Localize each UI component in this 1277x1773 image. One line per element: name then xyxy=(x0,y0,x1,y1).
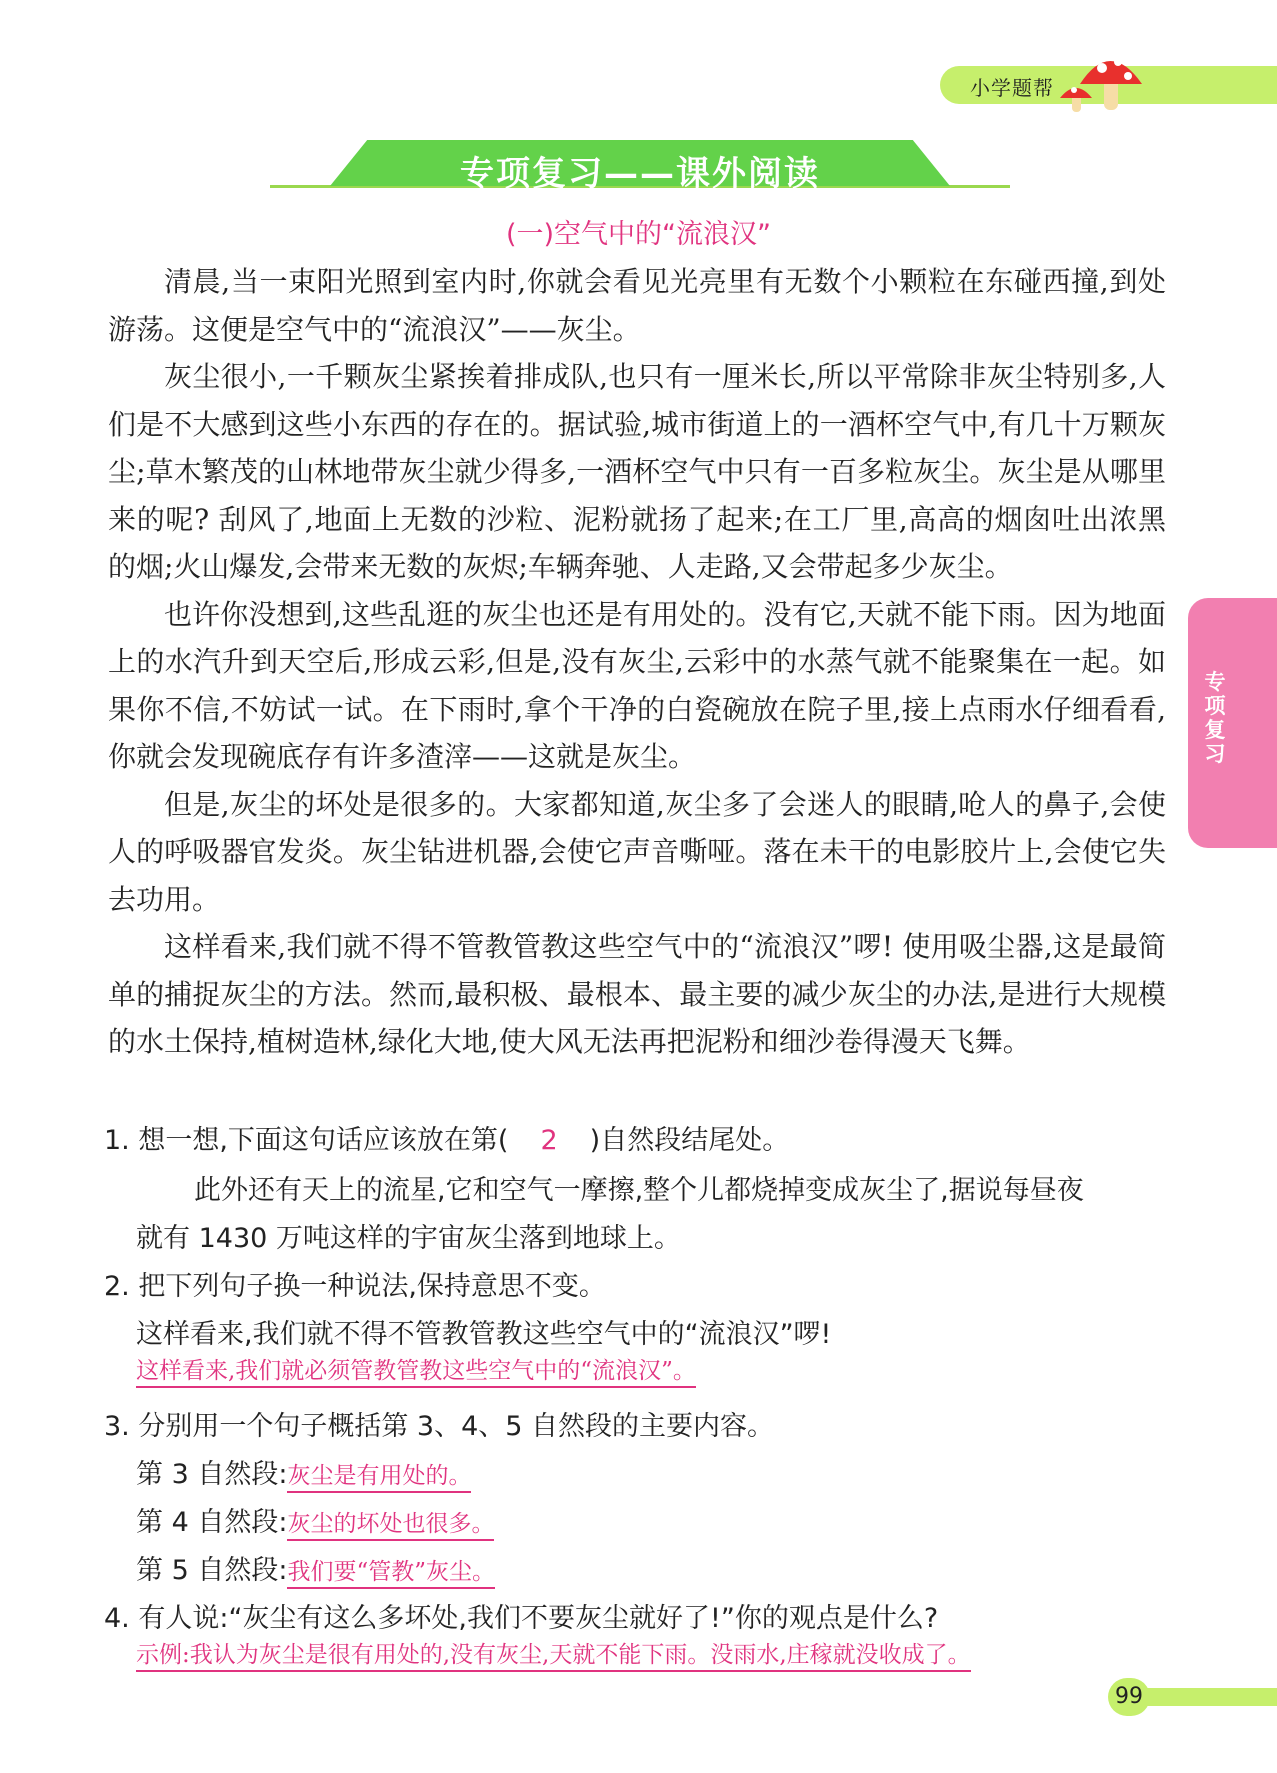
mushroom-icon xyxy=(1058,44,1148,116)
question-3-prompt: 3. 分别用一个句子概括第 3、4、5 自然段的主要内容。 xyxy=(104,1411,775,1442)
footer-bar xyxy=(1130,1688,1277,1706)
question-3-item-4 xyxy=(136,1500,494,1541)
item-label: 第 5 自然段: xyxy=(136,1555,288,1586)
article-heading: (一)空气中的“流浪汉” xyxy=(505,219,772,250)
paragraph-3: 也许你没想到,这些乱逛的灰尘也还是有用处的。没有它,天就不能下雨。因为地面上的水汽升到天空后,形成云彩,但是,没有灰尘,云彩中的水蒸气就不能聚集在一起。如果你不信,不妨试一试。在下雨时,拿个干净的白瓷碗放在院子里,接上点雨水仔细看看,你就会发现碗底存有许多渣滓——这就是灰尘。 xyxy=(108,597,1166,773)
question-3-item-5 xyxy=(136,1548,495,1589)
paragraph-1: 清晨,当一束阳光照到室内时,你就会看见光亮里有无数个小颗粒在东碰西撞,到处游荡。这便是空气中的“流浪汉”——灰尘。 xyxy=(108,265,1166,346)
question-2-prompt: 2. 把下列句子换一种说法,保持意思不变。 xyxy=(104,1271,606,1302)
question-2-answer: 这样看来,我们就必须管教管教这些空气中的“流浪汉”。 xyxy=(136,1356,696,1388)
item-label: 第 4 自然段: xyxy=(136,1507,288,1538)
section-title-banner xyxy=(270,140,1010,194)
section-title: 专项复习——课外阅读 xyxy=(460,154,820,194)
brand-label: 小学题帮 xyxy=(970,76,1054,100)
item-answer: 灰尘的坏处也很多。 xyxy=(287,1509,494,1541)
paragraph-5: 这样看来,我们就不得不管教管教这些空气中的“流浪汉”啰! 使用吸尘器,这是最简单的捕捉灰尘的方法。然而,最积极、最根本、最主要的减少灰尘的办法,是进行大规模的水土保持,植树造林,绿化大地,使大风无法再把泥粉和细沙卷得漫天飞舞。 xyxy=(108,930,1166,1058)
question-1-suffix: )自然段结尾处。 xyxy=(589,1125,790,1156)
question-1 xyxy=(104,1118,789,1157)
question-2-sentence: 这样看来,我们就不得不管教管教这些空气中的“流浪汉”啰! xyxy=(136,1319,832,1350)
item-answer: 灰尘是有用处的。 xyxy=(287,1461,471,1493)
question-1-prefix: 1. 想一想,下面这句话应该放在第( xyxy=(104,1125,509,1156)
paragraph-4: 但是,灰尘的坏处是很多的。大家都知道,灰尘多了会迷人的眼睛,呛人的鼻子,会使人的呼吸器官发炎。灰尘钻进机器,会使它声音嘶哑。落在未干的电影胶片上,会使它失去功用。 xyxy=(108,787,1166,916)
item-label: 第 3 自然段: xyxy=(136,1459,288,1490)
article-body xyxy=(108,258,1166,1066)
question-1-quote-line1: 此外还有天上的流星,它和空气一摩擦,整个儿都烧掉变成灰尘了,据说每昼夜 xyxy=(194,1175,1084,1206)
question-4-prompt: 4. 有人说:“灰尘有这么多坏处,我们不要灰尘就好了!”你的观点是什么? xyxy=(104,1603,939,1634)
question-1-quote-line2: 就有 1430 万吨这样的宇宙灰尘落到地球上。 xyxy=(136,1223,681,1254)
side-tab-label: 专项复习 xyxy=(1204,670,1226,766)
item-answer: 我们要“管教”灰尘。 xyxy=(287,1557,495,1589)
question-4-answer: 示例:我认为灰尘是很有用处的,没有灰尘,天就不能下雨。没雨水,庄稼就没收成了。 xyxy=(136,1640,971,1672)
question-1-answer: 2 xyxy=(540,1125,558,1156)
paragraph-2: 灰尘很小,一千颗灰尘紧挨着排成队,也只有一厘米长,所以平常除非灰尘特别多,人们是不大感到这些小东西的存在的。据试验,城市街道上的一酒杯空气中,有几十万颗灰尘;草木繁茂的山林地带灰尘就少得多,一酒杯空气中只有一百多粒灰尘。灰尘是从哪里来的呢? 刮风了,地面上无数的沙粒、泥粉就扬了起来;在工厂里,高高的烟囱吐出浓黑的烟;火山爆发,会带来无数的灰烬;车辆奔驰、人走路,又会带起多少灰尘。 xyxy=(108,360,1166,583)
question-3-item-3 xyxy=(136,1452,471,1493)
page-number: 99 xyxy=(1108,1678,1150,1716)
